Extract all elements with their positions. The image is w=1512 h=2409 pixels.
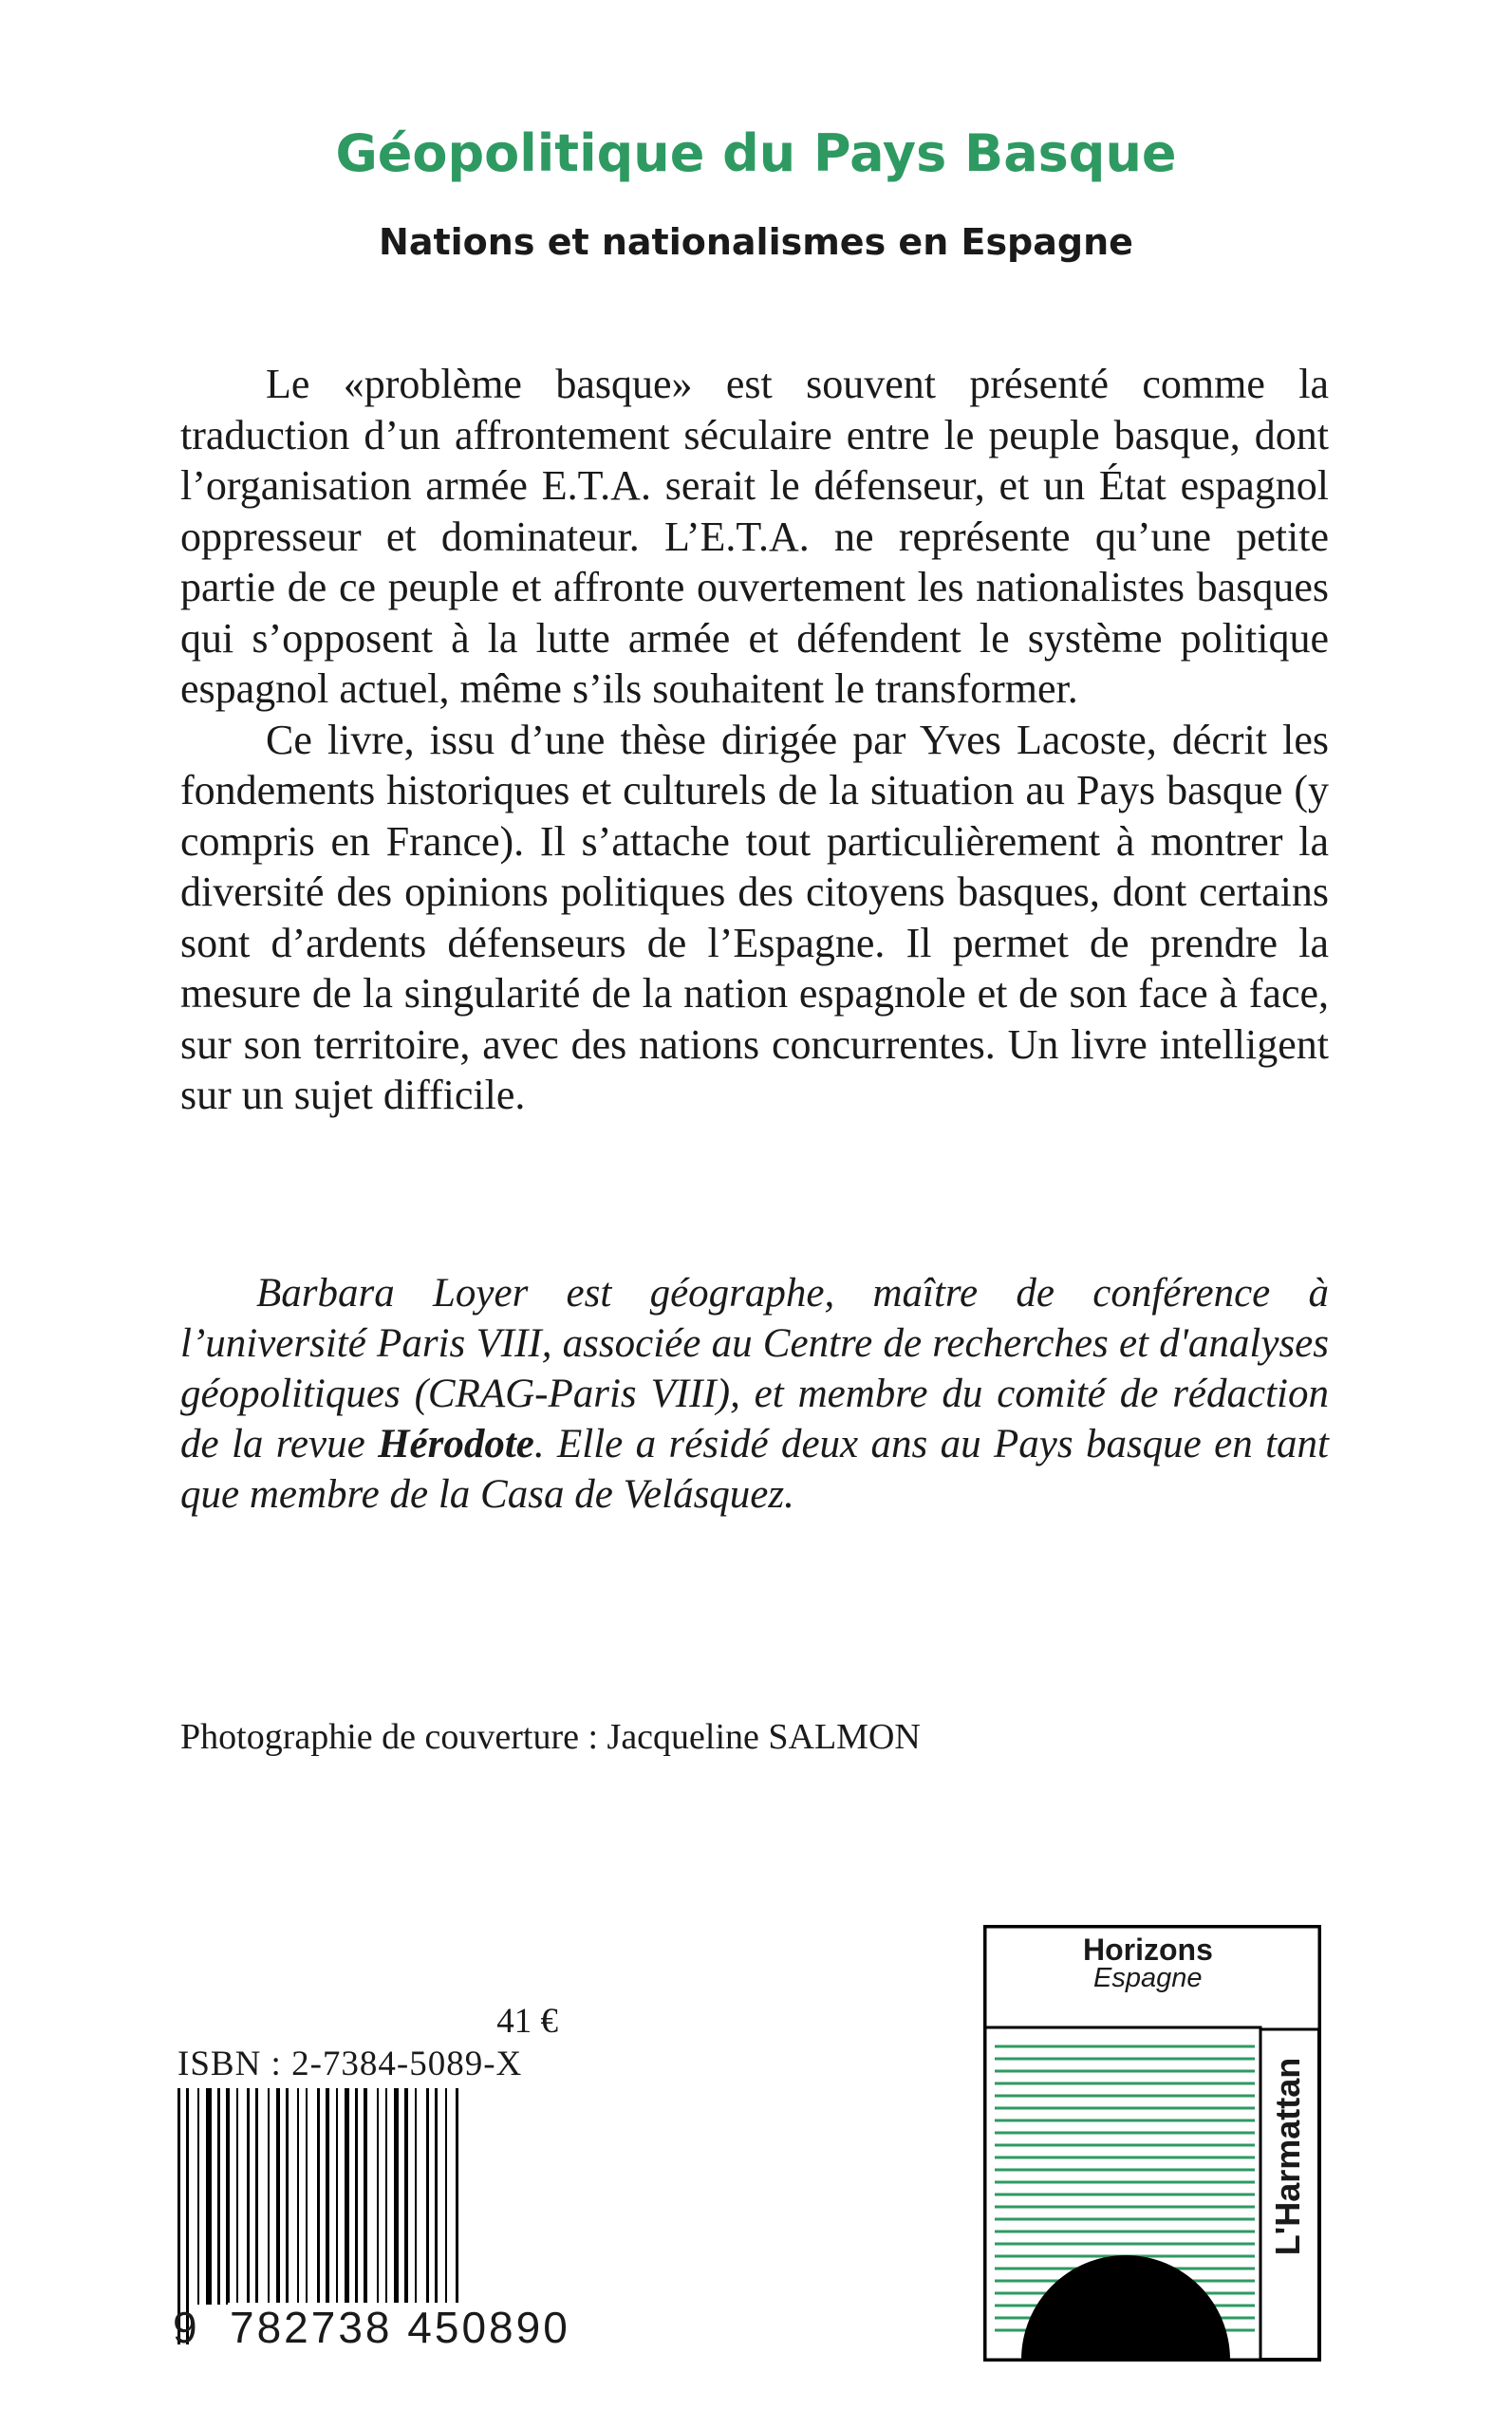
barcode-digit-group: 782738 450890 (230, 2303, 570, 2352)
author-bio-text-end: . Elle a résidé deux ans au Pays basque en tant que membre de la Casa de Velásquez. (180, 1422, 1329, 1517)
journal-name: Hérodote (378, 1422, 534, 1466)
summary-text (180, 359, 1329, 1121)
barcode-digits (228, 2302, 664, 2353)
author-bio (180, 1268, 1329, 1520)
collection-title: Horizons (1083, 1933, 1213, 1967)
book-subtitle: Nations et nationalismes en Espagne (379, 221, 1133, 263)
price: 41 € (496, 2002, 558, 2041)
isbn: ISBN : 2-7384-5089-X (177, 2045, 523, 2083)
collection-subtitle: Espagne (1093, 1963, 1203, 1993)
summary-paragraph: Ce livre, issu d’une thèse dirigée par Yves Lacoste, décrit les fondements historiques et culturels de la situation au Pays basque (y compris en France). Il s’attache tout particulièrement à montrer la diversité des opinions politiques des citoyens basques, dont certains sont d’ardents défenseurs de l’Espagne. Il permet de prendre la mesure de la singularité de la nation espagnole et de son face à face, sur son territoire, avec des nations concurrentes. Un livre intelligent sur un sujet difficile. (180, 716, 1329, 1118)
barcode-first-digit: 9 (173, 2303, 197, 2352)
author-bio-text: Barbara Loyer est géographe, maître de conférence à l’université Paris VIII, associée au Centre de recherches et d'analyses géopolitiques (CRAG-Paris VIII), et membre du comité de rédaction de la revue (180, 1271, 1329, 1466)
photo-credit: Photographie de couverture : Jacqueline SALMON (180, 1717, 921, 1757)
publisher-name: L'Harmattan (1268, 2057, 1307, 2256)
summary-paragraph: Le «problème basque» est souvent présenté comme la traduction d’un affrontement séculaire entre le peuple basque, dont l’organisation armée E.T.A. serait le défenseur, et un État espagnol oppresseur et dominateur. L’E.T.A. ne représente qu’une petite partie de ce peuple et affronte ouvertement les nationalistes basques qui s’opposent à la lutte armée et défendent le système politique espagnol actuel, même s’ils souhaitent le transformer. (180, 361, 1329, 712)
book-title: Géopolitique du Pays Basque (335, 123, 1177, 183)
